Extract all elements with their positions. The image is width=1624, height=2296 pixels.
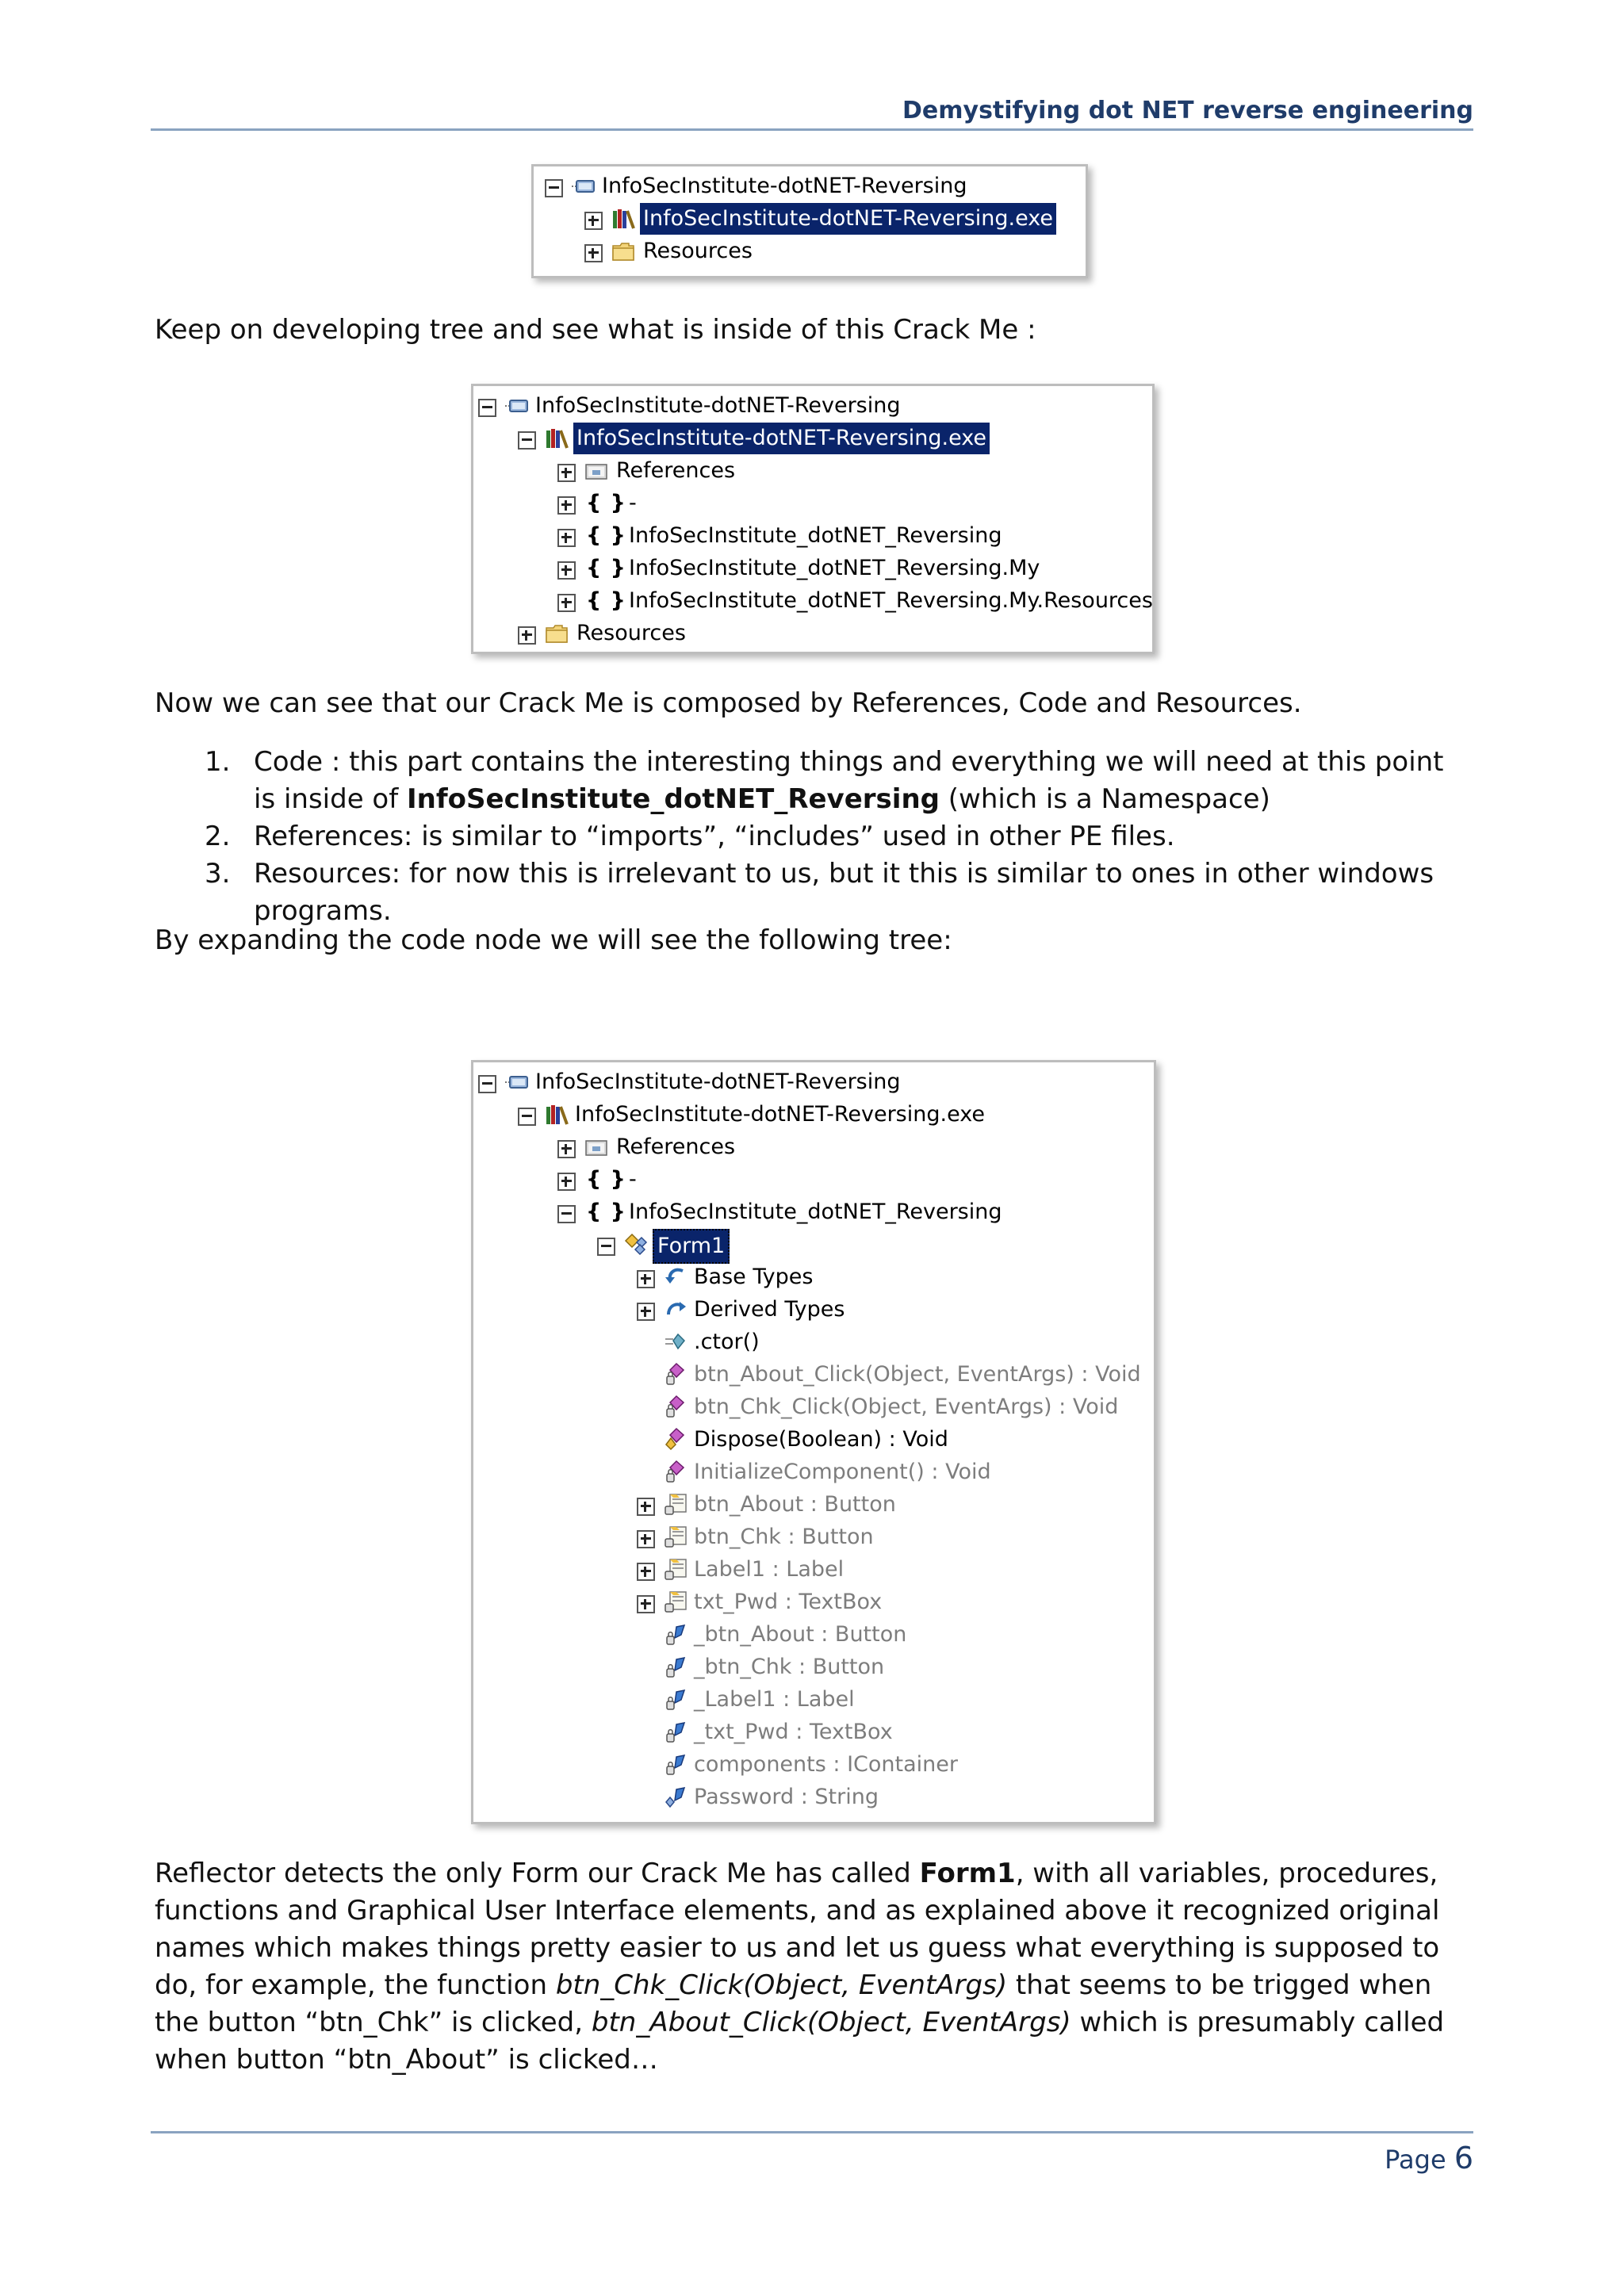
paragraph-italic: btn_About_Click(Object, EventArgs) [591,2007,1071,2038]
list-item-text: Resources: for now this is irrelevant to us, but it this is similar to ones in other windows programs. [254,858,1434,927]
page-number [1385,2141,1473,2175]
protected-method-icon [664,1427,688,1451]
references-icon [584,458,608,482]
tree-node-label: References [616,458,736,483]
tree-node-label: InfoSecInstitute-dotNET-Reversing [602,174,967,198]
tree-node-label: InitializeComponent() : Void [694,1460,991,1484]
tree-node-label: Resources [643,239,753,263]
paragraph-text: Reflector detects the only Form our Crack Me has called [155,1858,920,1889]
tree-view-2 [471,384,1155,654]
tree-node-label: _btn_Chk : Button [694,1655,885,1679]
private-method-icon [664,1460,688,1483]
expand-toggle[interactable] [557,529,576,547]
expand-toggle[interactable] [637,1595,655,1613]
list-item [155,744,1471,818]
page-number-value: 6 [1454,2141,1473,2175]
ordered-list [155,744,1471,930]
namespace-icon: { } [586,523,626,548]
expand-toggle[interactable] [637,1270,655,1288]
property-icon [664,1492,688,1516]
tree-node-label-selected: Form1 [653,1229,730,1264]
private-field-icon [664,1720,688,1743]
expand-toggle[interactable] [637,1303,655,1321]
constructor-icon [664,1330,688,1353]
tree-view-3 [471,1060,1156,1824]
property-icon [664,1557,688,1581]
private-field-icon [664,1655,688,1678]
collapse-toggle[interactable] [478,399,496,417]
expand-toggle[interactable] [637,1530,655,1548]
expand-toggle[interactable] [557,1140,576,1158]
tree-node-label: InfoSecInstitute-dotNET-Reversing [535,1070,901,1094]
tree-node-label: btn_Chk : Button [694,1525,874,1549]
private-field-icon [664,1622,688,1646]
class-icon [624,1232,648,1256]
assembly-icon [611,206,635,230]
paragraph-text: which is presumably called when button “btn_About” is clicked… [155,2007,1445,2076]
assembly-icon [545,426,569,450]
folder-icon [545,621,569,645]
tree-view-1 [531,164,1088,278]
tree-node-label: InfoSecInstitute_dotNET_Reversing.My.Resources [629,588,1153,613]
expand-toggle[interactable] [637,1498,655,1516]
private-field-icon [664,1752,688,1776]
expand-toggle[interactable] [557,496,576,515]
paragraph-text: , with all variables, procedures, functions and Graphical User Interface elements, and as explained above it recognized original names which makes things pretty easier to us and let us guess what everything is supposed to do, for example, the function [155,1858,1440,2001]
property-icon [664,1590,688,1613]
tree-node-label: InfoSecInstitute_dotNET_Reversing.My [629,556,1040,580]
collapse-toggle[interactable] [518,431,536,450]
tree-node-label: Dispose(Boolean) : Void [694,1427,948,1452]
namespace-icon: { } [586,1200,626,1224]
list-item-bold: InfoSecInstitute_dotNET_Reversing [407,783,940,815]
collapse-toggle[interactable] [478,1075,496,1093]
tree-node-label: Resources [576,621,686,645]
paragraph-italic: btn_Chk_Click(Object, EventArgs) [555,1969,1008,2001]
expand-toggle[interactable] [557,594,576,612]
list-item-text: (which is a Namespace) [939,783,1270,815]
collapse-toggle[interactable] [545,179,563,197]
public-field-icon [664,1785,688,1808]
private-method-icon [664,1395,688,1418]
derived-types-icon [664,1297,688,1321]
namespace-icon: { } [586,556,626,580]
tree-node-label: _txt_Pwd : TextBox [694,1720,893,1744]
folder-icon [611,239,635,262]
page-header [151,94,1473,131]
expand-toggle[interactable] [557,464,576,482]
footer-rule [151,2131,1473,2133]
list-number: 1. [205,746,231,778]
private-method-icon [664,1362,688,1386]
tree-node-label: References [616,1135,736,1159]
page-label: Page [1385,2145,1446,2175]
list-item-text: References: is similar to “imports”, “includes” used in other PE files. [254,821,1175,852]
project-icon [505,393,529,417]
namespace-icon: { } [586,588,626,613]
namespace-icon: { } [586,491,626,515]
namespace-icon: { } [586,1167,626,1192]
list-number: 2. [205,821,231,852]
list-item-text: Code : this part contains the interesting things and everything we will need at this point is inside of [254,746,1444,815]
expand-toggle[interactable] [637,1563,655,1581]
base-types-icon [664,1265,688,1288]
tree-node-label: InfoSecInstitute_dotNET_Reversing [629,1200,1002,1224]
project-icon [505,1070,529,1093]
paragraph: Now we can see that our Crack Me is composed by References, Code and Resources. [155,687,1302,719]
tree-node-label: Password : String [694,1785,879,1809]
paragraph [155,1855,1471,2079]
expand-toggle[interactable] [518,626,536,645]
tree-node-label: Base Types [694,1265,814,1289]
assembly-icon [545,1102,569,1126]
collapse-toggle[interactable] [518,1108,536,1126]
tree-node-label: - [629,491,637,515]
list-number: 3. [205,858,231,890]
expand-toggle[interactable] [557,561,576,580]
tree-node-label: _Label1 : Label [694,1687,855,1712]
document-title: Demystifying dot NET reverse engineering [902,97,1473,124]
paragraph: By expanding the code node we will see the following tree: [155,924,952,956]
list-item [155,855,1471,930]
collapse-toggle[interactable] [557,1205,576,1223]
paragraph-bold: Form1 [919,1858,1016,1889]
paragraph-text: that seems to be trigged when the button “btn_Chk” is clicked, [155,1969,1432,2038]
tree-node-label: txt_Pwd : TextBox [694,1590,883,1614]
paragraph: Keep on developing tree and see what is inside of this Crack Me : [155,314,1036,346]
list-item [155,818,1471,855]
collapse-toggle[interactable] [597,1238,615,1256]
tree-node-label: InfoSecInstitute-dotNET-Reversing.exe [575,1102,985,1127]
project-icon [572,174,596,197]
tree-node-label: components : IContainer [694,1752,958,1777]
tree-node-label: InfoSecInstitute-dotNET-Reversing [535,393,901,418]
tree-node-label: btn_About_Click(Object, EventArgs) : Void [694,1362,1141,1387]
expand-toggle[interactable] [557,1173,576,1191]
tree-node-label: btn_About : Button [694,1492,896,1517]
tree-node-label-selected: InfoSecInstitute-dotNET-Reversing.exe [640,203,1056,235]
private-field-icon [664,1687,688,1711]
expand-toggle[interactable] [584,244,603,262]
expand-toggle[interactable] [584,212,603,230]
tree-node-label: - [629,1167,637,1192]
tree-node-label-selected: InfoSecInstitute-dotNET-Reversing.exe [573,423,990,454]
tree-node-label: Derived Types [694,1297,845,1322]
tree-node-label: Label1 : Label [694,1557,845,1582]
tree-node-label: .ctor() [694,1330,760,1354]
references-icon [584,1135,608,1158]
tree-node-label: btn_Chk_Click(Object, EventArgs) : Void [694,1395,1119,1419]
tree-node-label: _btn_About : Button [694,1622,907,1647]
tree-node-label: InfoSecInstitute_dotNET_Reversing [629,523,1002,548]
property-icon [664,1525,688,1548]
